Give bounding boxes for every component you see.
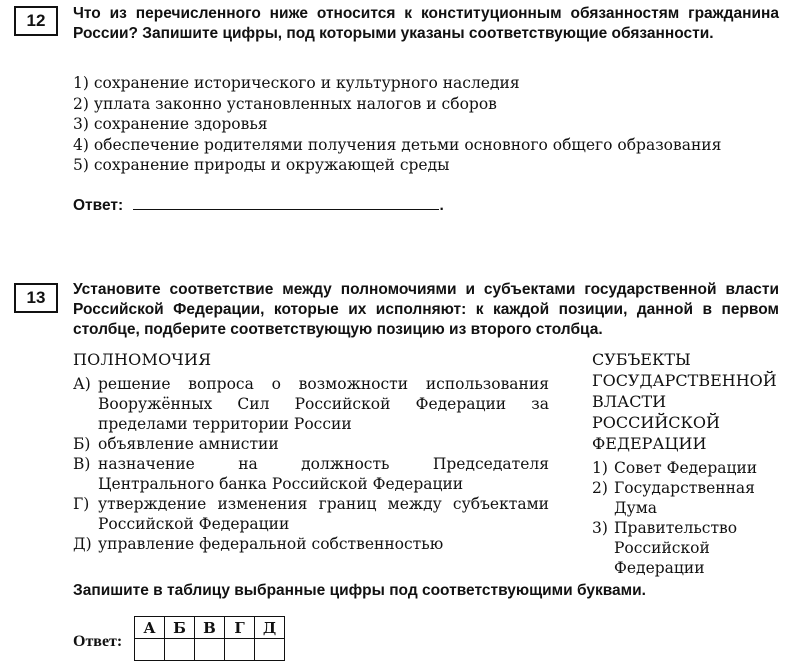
answer-row: Ответ: . [73, 193, 444, 215]
column-heading-powers: ПОЛНОМОЧИЯ [73, 350, 212, 369]
list-item: 4) обеспечение родителями получения детьми основного общего образования [73, 135, 722, 154]
list-item: Б) объявление амнистии [73, 435, 279, 453]
table-header-cell: Д [255, 617, 285, 639]
answer-cell[interactable] [195, 639, 225, 661]
list-item: 3) Правительство Российской Федерации [592, 519, 738, 577]
table-row [135, 617, 285, 639]
question-number-box: 12 [14, 6, 58, 36]
list-item: 3) сохранение здоровья [73, 115, 268, 133]
list-item: 1) сохранение исторического и культурного наследия [73, 74, 520, 92]
list-item: Г) утверждение изменения границ между субъектами Российской Федерации [73, 495, 549, 533]
answer-label: Ответ: [73, 197, 124, 214]
answer-input-line[interactable] [133, 193, 439, 210]
question-number-box: 13 [14, 283, 58, 313]
table-row [135, 639, 285, 661]
answer-cell[interactable] [135, 639, 165, 661]
question-text: Что из перечисленного ниже относится к конституционным обязанностям гражданина России? Запишите цифры, под которыми указаны соответствующие обязанности. [73, 5, 779, 42]
table-instruction: Запишите в таблицу выбранные цифры под соответствующими буквами. [73, 582, 646, 599]
subjects-column [592, 349, 792, 578]
powers-list [73, 374, 549, 554]
table-header-cell: В [195, 617, 225, 639]
table-header-cell: А [135, 617, 165, 639]
answer-table [134, 616, 285, 661]
answer-label: Ответ: [73, 633, 123, 650]
list-item: А) решение вопроса о возможности использования Вооружённых Сил Российской Федерации за пределами территории России [73, 375, 549, 433]
list-item: 2) Государственная Дума [592, 479, 755, 517]
list-item: В) назначение на должность Председателя Центрального банка Российской Федерации [73, 455, 549, 493]
table-header-cell: Б [165, 617, 195, 639]
table-header-cell: Г [225, 617, 255, 639]
answer-cell[interactable] [225, 639, 255, 661]
question-text: Установите соответствие между полномочиями и субъектами государственной власти Российской Федерации, которые их исполняют: к каждой позиции, данной в первом столбце, подберите соответствующую позицию из второго столбца. [73, 281, 779, 338]
column-heading-subjects: СУБЪЕКТЫ ГОСУДАРСТВЕННОЙ ВЛАСТИ РОССИЙСКОЙ ФЕДЕРАЦИИ [592, 350, 777, 453]
list-item: 1) Совет Федерации [592, 459, 758, 477]
answer-cell[interactable] [255, 639, 285, 661]
list-item: 5) сохранение природы и окружающей среды [73, 156, 450, 174]
options-list [73, 73, 773, 176]
answer-cell[interactable] [165, 639, 195, 661]
list-item: 2) уплата законно установленных налогов и сборов [73, 94, 497, 113]
list-item: Д) управление федеральной собственностью [73, 535, 444, 553]
